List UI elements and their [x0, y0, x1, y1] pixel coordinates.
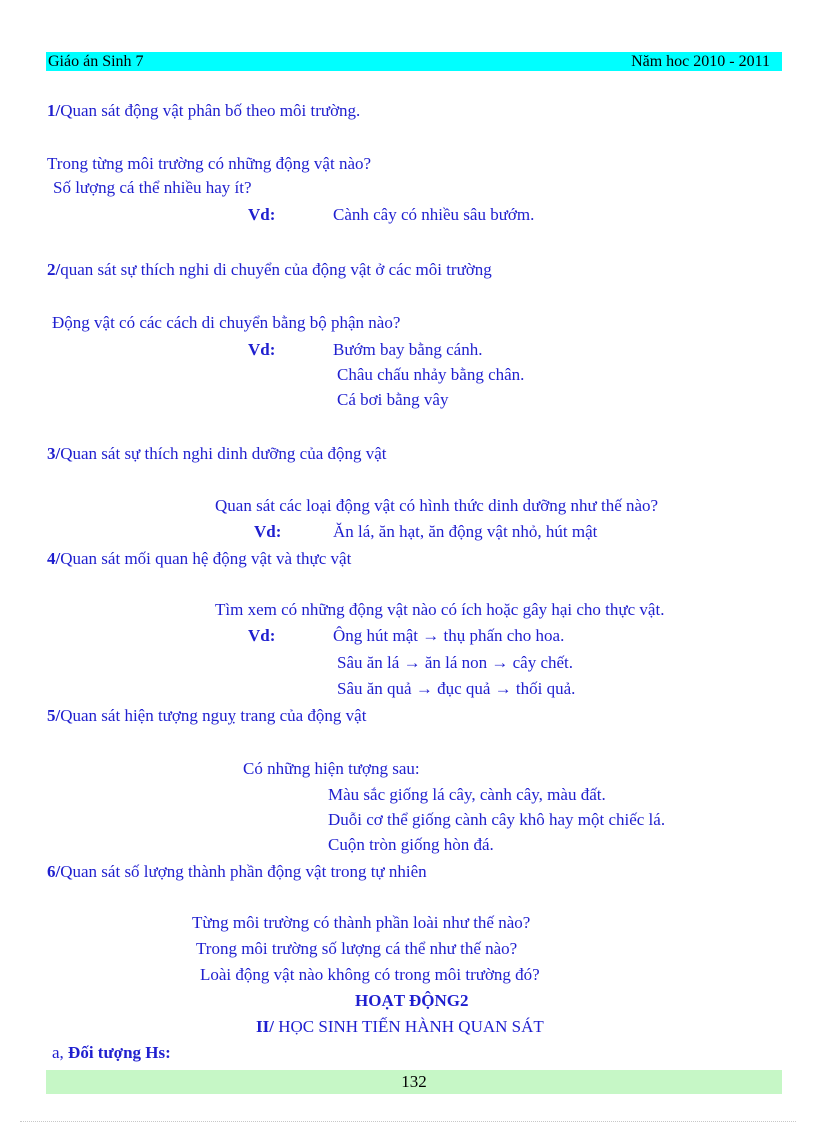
subsection-a	[52, 1043, 171, 1063]
section-2-title: quan sát sự thích nghi di chuyển của động vật ở các môi trường	[60, 260, 492, 279]
section-6-heading	[47, 862, 427, 882]
section-2-example-1: Bướm bay bằng cánh.	[333, 340, 483, 359]
section-2-example-2: Châu chấu nhảy bằng chân.	[337, 365, 525, 384]
activity-roman-numeral: II/	[256, 1017, 274, 1036]
section-4-number: 4/	[47, 549, 61, 568]
header-subject: Giáo án Sinh 7	[48, 53, 144, 70]
section-1-number: 1/	[47, 101, 61, 120]
section-6-question-3: Loài động vật nào không có trong môi trường đó?	[200, 965, 540, 984]
section-2-question-1: Động vật có các cách di chuyển bằng bộ phận nào?	[52, 313, 401, 332]
activity-title: HOẠT ĐỘNG2	[355, 991, 469, 1010]
section-6-question-1: Từng môi trường có thành phần loài như thế nào?	[192, 913, 531, 932]
section-2-example-3: Cá bơi bằng vây	[337, 390, 449, 409]
section-1-example-label: Vd:	[248, 205, 276, 224]
section-1-question-2: Số lượng cá thể nhiều hay ít?	[53, 178, 252, 197]
section-4-example-2: Sâu ăn lá → ăn lá non → cây chết.	[337, 653, 574, 672]
section-3-example-1: Ăn lá, ăn hạt, ăn động vật nhỏ, hút mật	[333, 522, 598, 541]
section-4-example-3: Sâu ăn quả → đục quả → thối quả.	[337, 679, 576, 698]
section-1-question-1: Trong từng môi trường có những động vật nào?	[47, 154, 372, 173]
section-4-question-1: Tìm xem có những động vật nào có ích hoặc gây hại cho thực vật.	[215, 600, 665, 619]
section-5-heading	[47, 706, 366, 726]
section-1-heading	[47, 101, 360, 121]
section-4-title: Quan sát mối quan hệ động vật và thực vật	[60, 549, 352, 568]
section-4-example-1: Ông hút mật → thụ phấn cho hoa.	[333, 626, 565, 645]
section-4-heading	[47, 549, 351, 569]
section-1-example-1: Cành cây có nhiều sâu bướm.	[333, 205, 535, 224]
activity-subtitle-text: HỌC SINH TIẾN HÀNH QUAN SÁT	[278, 1017, 544, 1036]
section-3-number: 3/	[47, 444, 61, 463]
section-5-question-1: Có những hiện tượng sau:	[243, 759, 420, 778]
section-5-item-3: Cuộn tròn giống hòn đá.	[328, 835, 494, 854]
section-5-title: Quan sát hiện tượng nguỵ trang của động vật	[60, 706, 367, 725]
section-6-question-2: Trong môi trường số lượng cá thể như thế nào?	[196, 939, 518, 958]
section-5-item-1: Màu sắc giống lá cây, cành cây, màu đất.	[328, 785, 606, 804]
section-5-number: 5/	[47, 706, 61, 725]
page-bottom-divider	[20, 1121, 796, 1122]
section-3-example-label: Vd:	[254, 522, 282, 541]
section-1-title: Quan sát động vật phân bố theo môi trường.	[60, 101, 361, 120]
subsection-a-title: Đối tượng Hs:	[68, 1043, 171, 1062]
section-6-number: 6/	[47, 862, 61, 881]
section-2-number: 2/	[47, 260, 61, 279]
header-school-year: Năm hoc 2010 - 2011	[631, 53, 770, 70]
section-2-heading	[47, 260, 492, 280]
section-5-item-2: Duỗi cơ thể giống cành cây khô hay một chiếc lá.	[328, 810, 666, 829]
page-footer	[46, 1070, 782, 1094]
page-header	[46, 52, 782, 71]
section-6-title: Quan sát số lượng thành phần động vật trong tự nhiên	[60, 862, 427, 881]
section-3-title: Quan sát sự thích nghi dinh dưỡng của động vật	[60, 444, 387, 463]
page-number: 132	[401, 1072, 427, 1091]
subsection-a-prefix: a,	[52, 1043, 64, 1062]
activity-subtitle	[256, 1017, 544, 1037]
section-3-heading	[47, 444, 387, 464]
section-4-example-label: Vd:	[248, 626, 276, 645]
section-2-example-label: Vd:	[248, 340, 276, 359]
section-3-question-1: Quan sát các loại động vật có hình thức dinh dưỡng như thế nào?	[215, 496, 659, 515]
